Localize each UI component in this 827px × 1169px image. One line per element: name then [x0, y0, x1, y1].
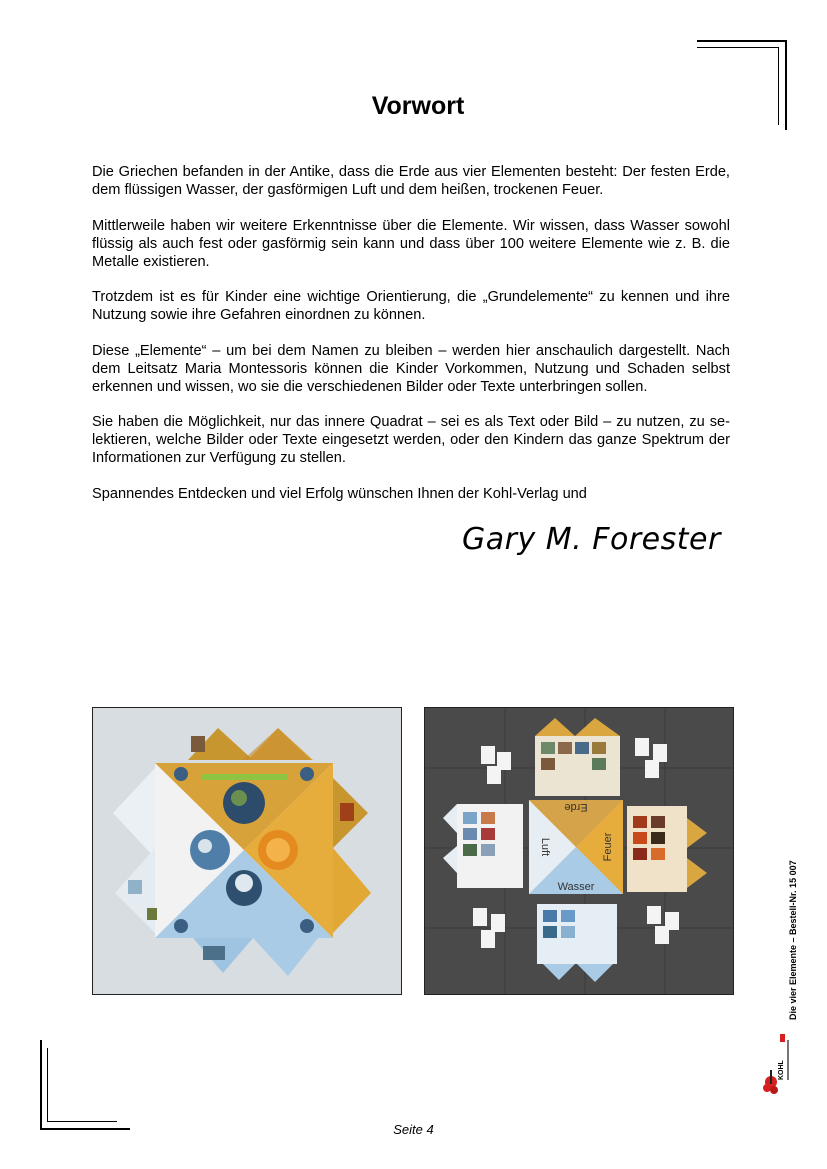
paragraph: Spannendes Entdecken und viel Erfolg wünschen Ihnen der Kohl-Verlag und	[92, 485, 587, 502]
paragraph: Diese „Elemente“ – um bei dem Namen zu bleiben – werden hier anschaulich dargestellt. Nach dem Leitsatz Maria Montessoris können die Kinder Vorkommen, Nutzung und Schaden selbst erkennen und wissen, wo sie die verschiedenen Bilder oder Texte unterbringen sollen.	[92, 342, 730, 395]
label-air: Luft	[539, 837, 551, 857]
paragraph: Die Griechen befanden in der Antike, dass die Erde aus vier Elementen besteht: Der festen Erde, dem flüssigen Wasser, der gasförmigen Luft und dem heißen, trockenen Feuer.	[92, 164, 730, 198]
photo-assembled-board	[92, 707, 402, 995]
paragraph: Trotzdem ist es für Kinder eine wichtige Orientierung, die „Grundelemente“ zu kennen und ihre Nutzung sowie ihre Gefahren einordnen zu können.	[92, 289, 730, 323]
label-earth: Erde	[564, 801, 588, 813]
publisher-name: KOHL	[778, 1060, 785, 1080]
page-title: Vorwort	[371, 92, 465, 120]
photo-element-boards	[424, 707, 734, 995]
publisher-logo	[762, 1030, 792, 1098]
label-fire: Feuer	[602, 832, 614, 862]
page-number: Seite 4	[393, 1122, 434, 1137]
foreword-text	[92, 163, 730, 520]
signature: Gary M. Forester	[462, 522, 721, 557]
paragraph: Mittlerweile haben wir weitere Erkenntnisse über die Elemente. Wir wissen, dass Wasser sowohl flüssig als auch fest oder gasförmig sein kann und dass über 100 weitere Elemente wie z. B. die Metalle existieren.	[92, 217, 730, 270]
paragraph: Sie haben die Möglichkeit, nur das innere Quadrat – sei es als Text oder Bild – zu nutzen, zu se-lektieren, welche Bilder oder Texte eingesetzt werden, oder den Kindern das ganze Spektrum der Informationen zur Verfügung zu stellen.	[92, 414, 730, 466]
order-number-text: Die vier Elemente – Bestell-Nr. 15 007	[788, 860, 798, 1020]
label-water: Wasser	[557, 881, 595, 893]
